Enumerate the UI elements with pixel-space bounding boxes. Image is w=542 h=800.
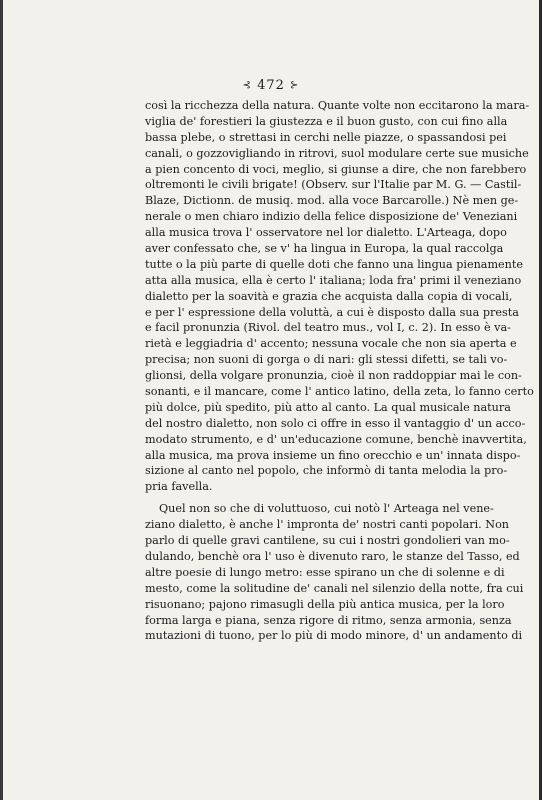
text-line: più dolce, più spedito, più atto al canto. La qual musicale natura — [145, 400, 511, 414]
text-line: atta alla musica, ella è certo l' italiana; loda fra' primi il veneziano — [145, 273, 522, 287]
text-line: nerale o men chiaro indizio della felice disposizione de' Veneziani — [145, 210, 518, 224]
text-line: dialetto per la soavità e grazia che acquista dalla copia di vocali, — [145, 289, 513, 303]
body-text — [145, 98, 534, 644]
text-line: forma larga e piana, senza rigore di ritmo, senza armonia, senza — [145, 613, 512, 627]
text-line: e facil pronunzia (Rivol. del teatro mus., vol I, c. 2). In esso è va- — [145, 321, 511, 335]
text-line: Quel non so che di voluttuoso, cui notò l' Arteaga nel vene- — [159, 502, 494, 516]
text-line: modato strumento, e d' un'educazione comune, benchè inavvertita, — [145, 432, 527, 446]
text-line: alla musica trova l' osservatore nel lor dialetto. L'Arteaga, dopo — [145, 226, 507, 240]
paragraph — [145, 501, 524, 644]
text-line: bassa plebe, o strettasi in cerchi nelle piazze, o spassandosi pei — [145, 130, 507, 144]
text-line: risuonano; pajono rimasugli della più antica musica, per la loro — [145, 597, 505, 611]
text-line: a pien concento di voci, meglio, si giunse a dire, che non farebbero — [145, 162, 527, 176]
text-line: parlo di quelle gravi cantilene, su cui i nostri gondolieri van mo- — [145, 534, 510, 548]
ornament-right: ⊱ — [290, 80, 300, 91]
text-line: sonanti, e il mancare, come l' antico latino, della zeta, lo fanno certo — [145, 385, 534, 399]
text-line: mesto, come la solitudine de' canali nel silenzio della notte, fra cui — [145, 581, 524, 595]
paragraph — [145, 98, 534, 495]
page-header — [0, 78, 542, 93]
text-line: precisa; non suoni di gorga o di nari: gli stessi difetti, se tali vo- — [145, 353, 508, 367]
text-line: e per l' espressione della voluttà, a cui è disposto dalla sua presta — [145, 305, 519, 319]
text-line: canali, o gozzovigliando in ritrovi, suol modulare certe sue musiche — [145, 146, 529, 160]
text-line: sizione al canto nel popolo, che informò di tanta melodia la pro- — [145, 464, 508, 478]
text-line: del nostro dialetto, non solo ci offre in esso il vantaggio d' un acco- — [145, 416, 526, 430]
text-line: ziano dialetto, è anche l' impronta de' nostri canti popolari. Non — [145, 518, 510, 532]
text-line: pria favella. — [145, 480, 213, 494]
text-line: aver confessato che, se v' ha lingua in Europa, la qual raccolga — [145, 242, 504, 256]
text-line: tutte o la più parte di quelle doti che fanno una lingua pienamente — [145, 257, 523, 271]
text-line: così la ricchezza della natura. Quante volte non eccitarono la mara- — [145, 99, 530, 112]
text-line: glionsi, della volgare pronunzia, cioè il non raddoppiar mai le con- — [145, 369, 522, 383]
scan-edge-left — [0, 0, 3, 800]
text-line: mutazioni di tuono, per lo più di modo minore, d' un andamento di — [145, 629, 523, 643]
text-line: Blaze, Dictionn. de musiq. mod. alla voce Barcarolle.) Nè men ge- — [145, 194, 519, 208]
text-line: altre poesie di lungo metro: esse spirano un che di solenne e di — [145, 565, 505, 579]
text-line: alla musica, ma prova insieme un fino orecchio e un' innata dispo- — [145, 448, 521, 462]
text-line: rietà e leggiadria d' accento; nessuna vocale che non sia aperta e — [145, 337, 517, 351]
text-line: viglia de' forestieri la giustezza e il buon gusto, con cui fino alla — [145, 114, 508, 128]
text-line: oltremonti le civili brigate! (Observ. sur l'Italie par M. G. — Castil- — [145, 178, 522, 192]
ornament-left: ⊰ — [242, 80, 252, 91]
page-number: 472 — [257, 78, 285, 93]
text-line: dulando, benchè ora l' uso è divenuto raro, le stanze del Tasso, ed — [145, 549, 520, 563]
